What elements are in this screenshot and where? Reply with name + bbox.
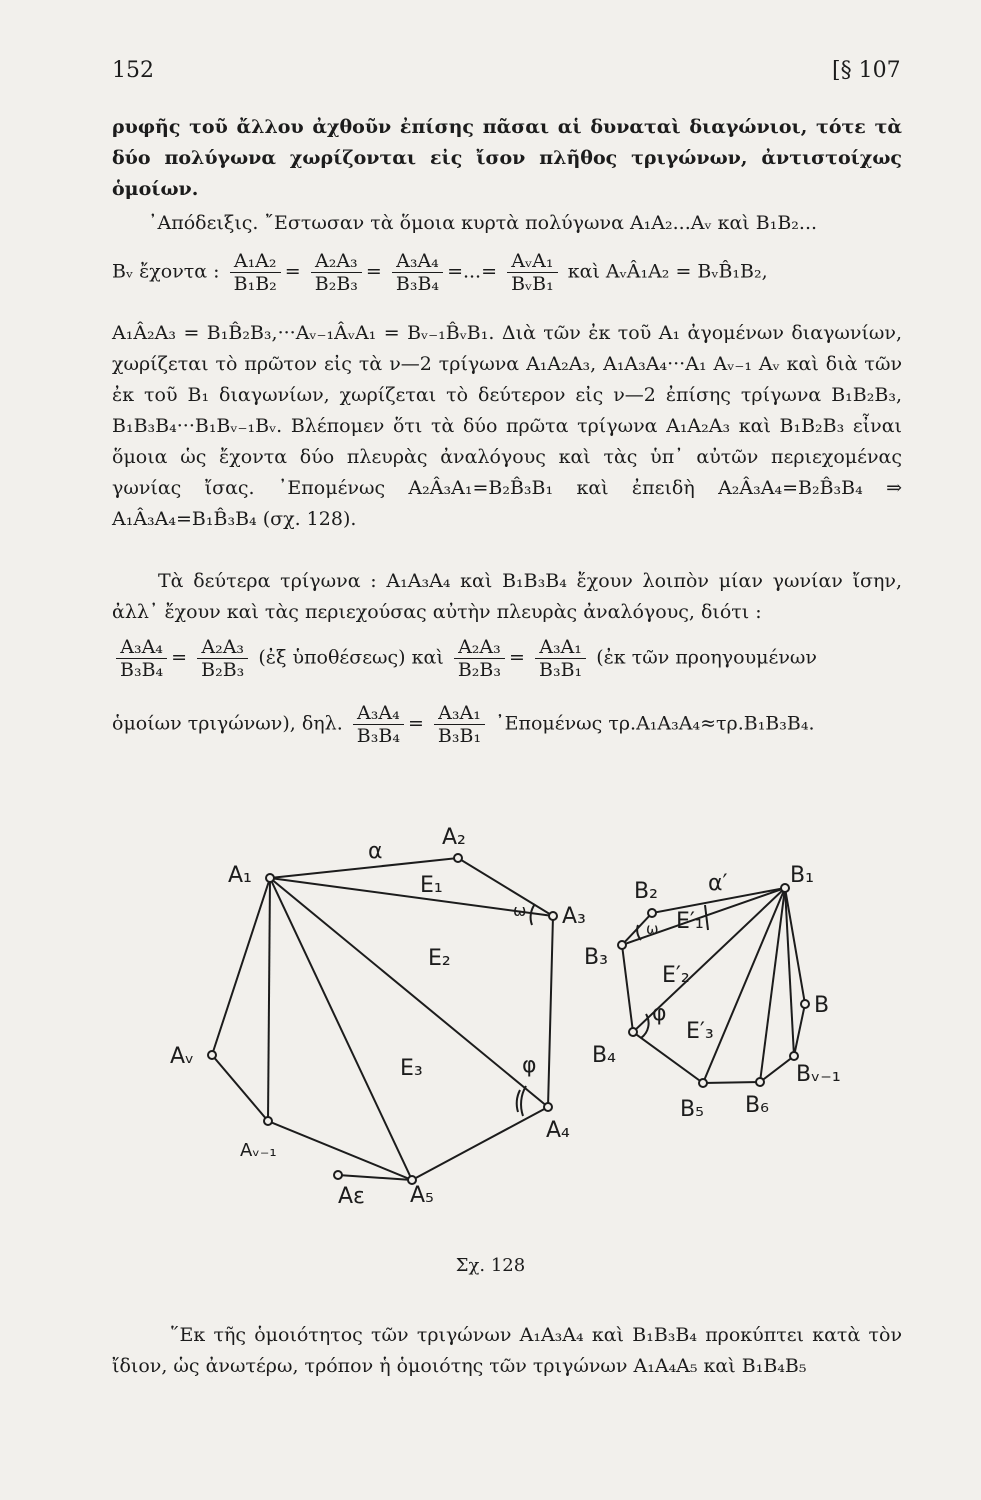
page-number: 152 bbox=[112, 58, 154, 83]
ratio-prefix: Bᵥ ἔχοντα : bbox=[112, 260, 220, 283]
vertex-av1 bbox=[264, 1117, 272, 1125]
label-b3: B₃ bbox=[584, 945, 608, 970]
label-side-a: α bbox=[368, 839, 383, 864]
ratio-fraction: $\frac{\text{AᵥA₁}}{\text{BᵥB₁}}$ bbox=[507, 250, 558, 295]
section-number: [§ 107 bbox=[832, 58, 901, 83]
label-a5: A₅ bbox=[410, 1183, 434, 1208]
eq-fraction: $\frac{\text{A₃A₁}}{\text{B₃B₁}}$ bbox=[434, 702, 485, 747]
eq-fraction: $\frac{\text{A₃A₄}}{\text{B₃B₄}}$ bbox=[353, 702, 404, 747]
polygon-a-outline bbox=[212, 858, 553, 1180]
vertex-b3 bbox=[618, 941, 626, 949]
vertex-a1 bbox=[266, 874, 274, 882]
eq-prefix: ὁμοίων τριγώνων), δηλ. bbox=[112, 712, 343, 735]
vertex-b1 bbox=[781, 884, 789, 892]
label-b5: B₅ bbox=[680, 1097, 704, 1122]
label-phi-b: φ bbox=[652, 1001, 667, 1026]
label-bv1: Bᵥ₋₁ bbox=[796, 1062, 841, 1087]
eq-fraction: $\frac{\text{A₂A₃}}{\text{B₂B₃}}$ bbox=[197, 636, 248, 681]
label-omega-b: ω bbox=[646, 920, 659, 938]
angle-arc-phi-2 bbox=[521, 1086, 526, 1116]
ratio-fraction: $\frac{\text{A₁A₂}}{\text{B₁B₂}}$ bbox=[230, 250, 281, 295]
figure-caption: Σχ. 128 bbox=[455, 1255, 526, 1276]
label-e2: E₂ bbox=[428, 946, 451, 971]
proof-body: A₁Â₂A₃ = B₁B̂₂B₃,···Aᵥ₋₁ÂᵥA₁ = Bᵥ₋₁B̂ᵥB₁. Διὰ τῶν ἐκ τοῦ A₁ ἀγομένων διαγωνίων, χωρίζεται τὸ πρῶτον εἰς τὰ ν—2 τρίγωνα A₁A₂A₃, A₁A₃A₄···A₁ Aᵥ₋₁ Aᵥ καὶ διὰ τῶν ἐκ τοῦ B₁ διαγωνίων, χωρίζεται τὸ δεύτερον εἰς ν—2 ἐπίσης τρίγωνα B₁B₂B₃, B₁B₃B₄···B₁Bᵥ₋₁Bᵥ. Βλέπομεν ὅτι τὰ δύο πρῶτα τρίγωνα A₁A₂A₃ καὶ B₁B₂B₃ εἶναι ὅμοια ὡς ἔχοντα δύο πλευρὰς ἀναλόγους καὶ τὰς ὑπ᾿ αὐτῶν περιεχομένας γωνίας ἴσας. ᾿Επομένως A₂Â₃A₁=B₂B̂₃B₁ καὶ ἐπειδὴ A₂Â₃A₄=B₂B̂₃B₄ ⇒ A₁Â₃A₄=B₁B̂₃B₄ (σχ. 128). bbox=[112, 322, 902, 530]
eq-note: (ἐκ τῶν προηγουμένων bbox=[596, 646, 817, 669]
label-omega: ω bbox=[513, 901, 527, 920]
label-a3: A₃ bbox=[562, 904, 586, 929]
vertex-a3 bbox=[549, 912, 557, 920]
label-b1: B₁ bbox=[790, 863, 814, 888]
label-av1: Aᵥ₋₁ bbox=[240, 1140, 277, 1161]
theorem-continuation: ρυφῆς τοῦ ἄλλου ἀχθοῦν ἐπίσης πᾶσαι αἱ δυναταὶ διαγώνιοι, τότε τὰ δύο πολύγωνα χωρίζονται εἰς ἴσον πλῆθος τριγώνων, ἀντιστοίχως ὁμοίων. bbox=[112, 116, 902, 200]
ratio-fraction: $\frac{\text{A₂A₃}}{\text{B₂B₃}}$ bbox=[311, 250, 362, 295]
figure-128 bbox=[0, 800, 981, 1250]
label-e1-prime: E′₁ bbox=[676, 909, 704, 934]
eq-note: (ἐξ ὑποθέσεως) καὶ bbox=[258, 646, 444, 669]
second-triangles: Τὰ δεύτερα τρίγωνα : A₁A₃A₄ καὶ B₁B₃B₄ ἔχουν λοιπὸν μίαν γωνίαν ἴσην, ἀλλ᾿ ἔχουν καὶ τὰς περιεχούσας αὐτὴν πλευρὰς ἀναλόγους, διότι : bbox=[112, 570, 902, 623]
tick-mark bbox=[705, 905, 708, 930]
label-b2: B₂ bbox=[634, 879, 658, 904]
proportion-equation-1: $\frac{\text{A₃A₄}}{\text{B₃B₄}}$ = $\frac{\text{A₂A₃}}{\text{B₂B₃}}$ (ἐξ ὑποθέσεως) καὶ $\frac{\text{A₂A₃}}{\text{B₂B₃}}$ = $\frac{\text{A₃A₁}}{\text{B₃B₁}}$ (ἐκ τῶν προηγουμένων bbox=[112, 636, 817, 681]
eq-fraction: $\frac{\text{A₃A₁}}{\text{B₃B₁}}$ bbox=[535, 636, 586, 681]
label-av: Aᵥ bbox=[170, 1044, 195, 1069]
vertex-av bbox=[208, 1051, 216, 1059]
label-b6: B₆ bbox=[745, 1093, 769, 1118]
vertex-b bbox=[801, 1000, 809, 1008]
label-ae: Aε bbox=[338, 1184, 365, 1209]
ratio-fraction: $\frac{\text{A₃A₄}}{\text{B₃B₄}}$ bbox=[392, 250, 443, 295]
vertex-b4 bbox=[629, 1028, 637, 1036]
angle-arc-phi bbox=[517, 1090, 520, 1112]
label-side-a-prime: α′ bbox=[708, 871, 728, 896]
diagonal-a1a3 bbox=[270, 878, 553, 916]
vertex-a4 bbox=[544, 1103, 552, 1111]
angle-equality: καὶ AᵥÂ₁A₂ = BᵥB̂₁B₂, bbox=[567, 260, 768, 283]
label-e3-prime: E′₃ bbox=[686, 1019, 714, 1044]
eq-fraction: $\frac{\text{A₃A₄}}{\text{B₃B₄}}$ bbox=[116, 636, 167, 681]
vertex-b2 bbox=[648, 909, 656, 917]
diagonal-a1a5 bbox=[270, 878, 412, 1180]
label-phi: φ bbox=[522, 1053, 537, 1078]
label-e3: E₃ bbox=[400, 1056, 423, 1081]
vertex-bv1 bbox=[790, 1052, 798, 1060]
proof-intro: ᾿Απόδειξις. ῎Εστωσαν τὰ ὅμοια κυρτὰ πολύγωνα A₁A₂...Aᵥ καὶ B₁B₂... bbox=[148, 212, 818, 234]
vertex-b5 bbox=[699, 1079, 707, 1087]
closing-paragraph: ῞Εκ τῆς ὁμοιότητος τῶν τριγώνων A₁A₃A₄ καὶ B₁B₃B₄ προκύπτει κατὰ τὸν ἴδιον, ὡς ἀνωτέρω, τρόπον ἡ ὁμοιότης τῶν τριγώνων A₁A₄A₅ καὶ B₁B₄B₅ bbox=[112, 1324, 902, 1377]
vertex-b6 bbox=[756, 1078, 764, 1086]
label-e1: E₁ bbox=[420, 873, 443, 898]
angle-arc-phi-b bbox=[641, 1014, 649, 1038]
label-b: B bbox=[814, 993, 830, 1018]
label-a2: A₂ bbox=[442, 825, 466, 850]
ratio-equation: Bᵥ ἔχοντα : $\frac{\text{A₁A₂}}{\text{B₁B₂}}$ = $\frac{\text{A₂A₃}}{\text{B₂B₃}}$ = $\frac{\text{A₃A₄}}{\text{B₃B₄}}$ =...= $\frac{\text{AᵥA₁}}{\text{BᵥB₁}}$ καὶ AᵥÂ₁A₂ = BᵥB̂₁B₂, bbox=[112, 250, 768, 295]
vertex-a2 bbox=[454, 854, 462, 862]
eq-conclusion: ᾿Επομένως τρ.A₁A₃A₄≈τρ.B₁B₃B₄. bbox=[495, 712, 815, 735]
diagonal-a1av1 bbox=[268, 878, 270, 1121]
label-b4: B₄ bbox=[592, 1043, 616, 1068]
label-a1: A₁ bbox=[228, 863, 252, 888]
eq-fraction: $\frac{\text{A₂A₃}}{\text{B₂B₃}}$ bbox=[454, 636, 505, 681]
label-e2-prime: E′₂ bbox=[662, 963, 690, 988]
label-a4: A₄ bbox=[546, 1118, 570, 1143]
proportion-equation-2: ὁμοίων τριγώνων), δηλ. $\frac{\text{A₃A₄}}{\text{B₃B₄}}$ = $\frac{\text{A₃A₁}}{\text{B₃B₁}}$ ᾿Επομένως τρ.A₁A₃A₄≈τρ.B₁B₃B₄. bbox=[112, 702, 815, 747]
vertex-ae bbox=[334, 1171, 342, 1179]
